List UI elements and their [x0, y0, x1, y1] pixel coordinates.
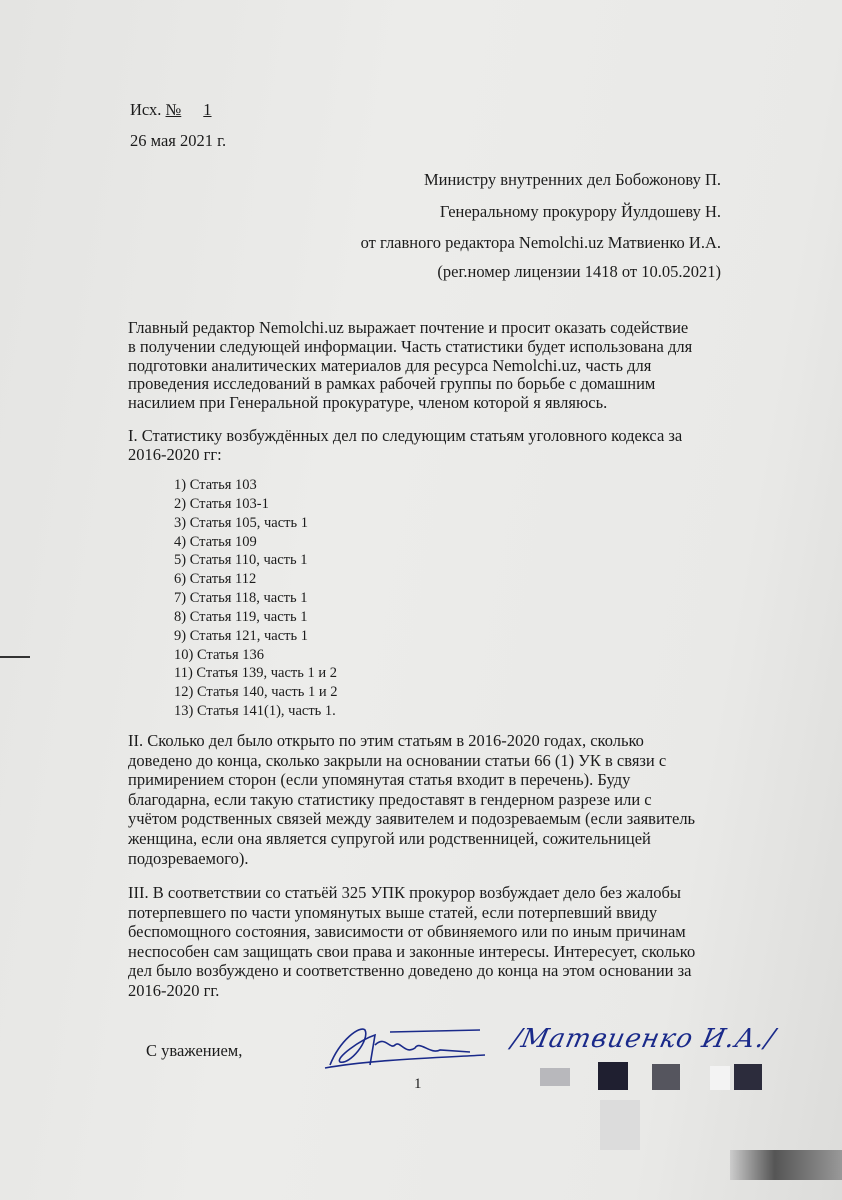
text-line: подозреваемого). [128, 848, 249, 868]
text-line: II. Сколько дел было открыто по этим статьям в 2016-2020 годах, сколько [128, 731, 644, 750]
addressee-line: (рег.номер лицензии 1418 от 10.05.2021) [437, 262, 721, 281]
redacted-block [734, 1064, 762, 1090]
text-line: примирением сторон (если упомянутая статья входит в перечень). Буду [128, 770, 631, 790]
page-number: 1 [414, 1076, 422, 1092]
section-3 [128, 883, 695, 1001]
redacted-block [600, 1100, 640, 1150]
list-item: 6) Статья 112 [174, 571, 257, 588]
list-item: 12) Статья 140, часть 1 и 2 [174, 684, 338, 701]
closing: С уважением, [146, 1041, 243, 1060]
list-item: 11) Статья 139, часть 1 и 2 [174, 665, 337, 682]
list-item: 9) Статья 121, часть 1 [174, 627, 308, 644]
redacted-block [540, 1068, 570, 1086]
list-item: 3) Статья 105, часть 1 [174, 514, 308, 531]
stamp-fragment [730, 1150, 842, 1180]
list-item: 2) Статья 103-1 [174, 495, 269, 512]
list-item: 1) Статья 103 [174, 477, 257, 493]
text-line: потерпевшего по части упомянутых выше статей, если потерпевший ввиду [128, 902, 658, 922]
document-date: 26 мая 2021 г. [130, 131, 227, 150]
section-2 [128, 731, 695, 868]
text-line: 2016-2020 гг: [128, 444, 222, 464]
addressee-line: Министру внутренних дел Бобожонову П. [423, 170, 721, 189]
text-line: 2016-2020 гг. [128, 980, 220, 1000]
text-line: дел было возбуждено и соответственно доведено до конца на этом основании за [128, 961, 692, 981]
list-item: 8) Статья 119, часть 1 [174, 608, 308, 625]
redacted-block [652, 1064, 680, 1090]
list-item: 10) Статья 136 [174, 646, 265, 663]
text-line: неспособен сам защищать свои права и законные интересы. Интересует, сколько [128, 941, 696, 961]
text-line: I. Статистику возбуждённых дел по следующим статьям уголовного кодекса за [128, 426, 683, 445]
reference-number [130, 100, 220, 120]
articles-list [174, 476, 338, 721]
redacted-block [710, 1066, 730, 1090]
text-line: благодарна, если такую статистику предоставят в гендерном разрезе или с [128, 789, 652, 809]
list-item: 5) Статья 110, часть 1 [174, 552, 308, 569]
addressee-line: от главного редактора Nemolchi.uz Матвиенко И.А. [360, 233, 721, 252]
signature-icon [320, 1010, 490, 1080]
text-line: учётом родственных связей между заявителем и подозреваемым (если заявитель [128, 809, 696, 829]
text-line: подготовки аналитических материалов для ресурса Nemolchi.uz, часть для [128, 355, 652, 375]
margin-mark [0, 656, 30, 658]
intro-paragraph [128, 319, 692, 413]
text-line: беспомощного состояния, зависимости от обвиняемого или по иным причинам [128, 922, 686, 942]
list-item: 7) Статья 118, часть 1 [174, 590, 308, 607]
text-line: женщина, если она является супругой или родственницей, сожительницей [128, 828, 651, 848]
text-line: насилием при Генеральной прокуратуре, членом которой я являюсь. [128, 393, 608, 413]
ref-label: Исх. [130, 100, 162, 119]
text-line: доведено до конца, сколько закрыли на основании статьи 66 (1) УК в связи с [128, 750, 667, 770]
signature-text: /Матвиенко И.А./ [508, 1024, 779, 1054]
addressee-line: Генеральному прокурору Йулдошеву Н. [439, 202, 721, 221]
text-line: Главный редактор Nemolchi.uz выражает почтение и просит оказать содействие [128, 318, 689, 337]
redacted-block [598, 1062, 628, 1090]
text-line: проведения исследований в рамках рабочей группы по борьбе с домашним [128, 374, 656, 394]
text-line: III. В соответствии со статьёй 325 УПК прокурор возбуждает дело без жалобы [128, 883, 681, 902]
text-line: в получении следующей информации. Часть статистики будет использована для [128, 336, 693, 356]
section-1 [128, 427, 682, 465]
number-sign: № [165, 100, 182, 119]
list-item: 13) Статья 141(1), часть 1. [174, 703, 336, 720]
list-item: 4) Статья 109 [174, 533, 257, 550]
ref-number: 1 [203, 100, 212, 119]
